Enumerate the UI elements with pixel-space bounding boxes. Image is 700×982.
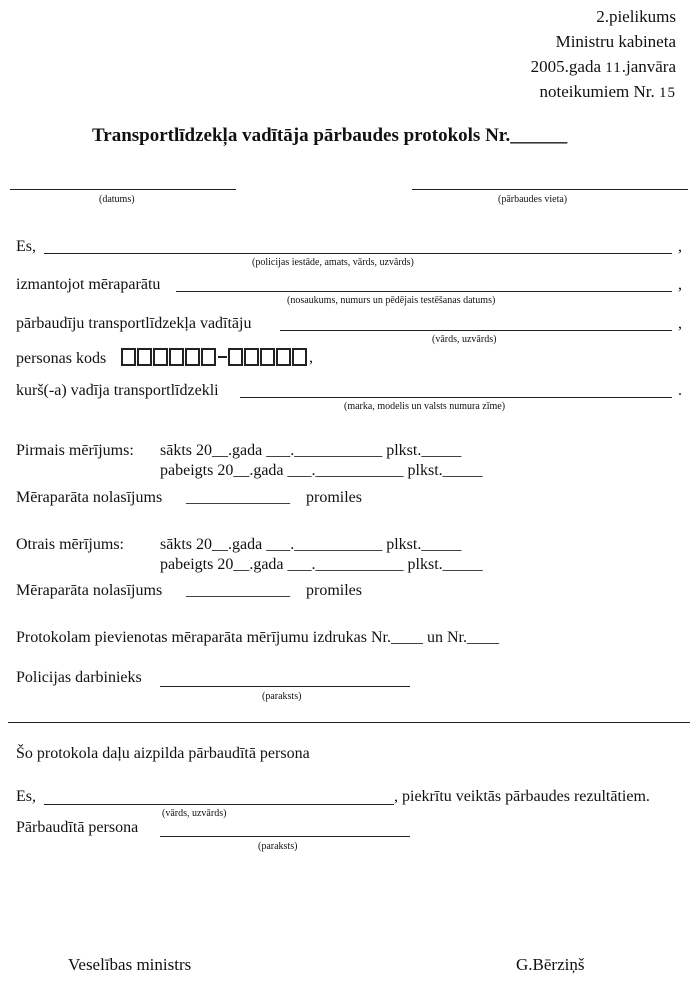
person-signature-caption: (paraksts) (258, 841, 298, 852)
page-title-text: Transportlīdzekļa vadītāja pārbaudes protokols Nr. (92, 125, 511, 146)
person-name-line (44, 804, 394, 805)
code-separator (218, 356, 227, 358)
personal-code-label: personas kods (16, 350, 107, 367)
device-comma: , (678, 276, 682, 293)
officer-signature-line (160, 686, 410, 687)
minister-title: Veselības ministrs (68, 955, 192, 974)
code-digit-box (244, 348, 259, 366)
vehicle-caption: (marka, modelis un valsts numura zīme) (344, 401, 506, 412)
code-digit-box (276, 348, 291, 366)
es-label: Es, (16, 238, 36, 255)
page-title (92, 126, 567, 145)
person-name-caption: (vārds, uzvārds) (162, 808, 227, 819)
printouts-text: Protokolam pievienotas mēraparāta mērījumu izdrukas Nr.____ un Nr.____ (16, 629, 499, 646)
vehicle-line (240, 397, 672, 398)
reading2-unit: promiles (306, 582, 362, 599)
measurement1-finished: pabeigts 20__.gada ___.___________ plkst._____ (160, 462, 483, 479)
code-digit-box (137, 348, 152, 366)
measurement2-finished: pabeigts 20__.gada ___.___________ plkst._____ (160, 556, 483, 573)
reading1-blank: _____________ (186, 489, 290, 506)
driver-caption: (vārds, uzvārds) (432, 334, 497, 345)
code-digit-box (169, 348, 184, 366)
date-line (10, 189, 236, 190)
officer-signature-caption: (paraksts) (262, 691, 302, 702)
annex-number: 2.pielikums (596, 7, 676, 26)
officer-name-caption: (policijas iestāde, amats, vārds, uzvārds) (252, 257, 414, 268)
code-comma: , (309, 349, 313, 366)
driver-comma: , (678, 315, 682, 332)
reading1-unit: promiles (306, 489, 362, 506)
device-caption: (nosaukums, numurs un pēdējais testēšanas datums) (287, 295, 496, 306)
person-signature-line (160, 836, 410, 837)
regulation-date (531, 58, 676, 76)
code-digit-box (185, 348, 200, 366)
officer-label: Policijas darbinieks (16, 669, 142, 686)
code-digit-box (153, 348, 168, 366)
code-digit-box (201, 348, 216, 366)
place-line (412, 189, 688, 190)
regulation-date-month: .janvāra (621, 57, 676, 76)
reading2-blank: _____________ (186, 582, 290, 599)
reading2-label: Mēraparāta nolasījums (16, 582, 163, 599)
issuer: Ministru kabineta (555, 32, 676, 51)
vehicle-label: kurš(-a) vadīja transportlīdzekli (16, 382, 219, 399)
minister-name: G.Bērziņš (516, 955, 585, 974)
person-es-label: Es, (16, 788, 36, 805)
measurement1-label: Pirmais mērījums: (16, 442, 134, 459)
code-digit-box (121, 348, 136, 366)
person-section-heading: Šo protokola daļu aizpilda pārbaudītā persona (16, 745, 310, 762)
driver-label: pārbaudīju transportlīdzekļa vadītāju (16, 315, 252, 332)
regulation-number-value: 15 (659, 85, 676, 101)
es-comma: , (678, 238, 682, 255)
officer-name-line (44, 253, 672, 254)
protocol-number-blank: ______ (510, 125, 568, 146)
person-signature-label: Pārbaudītā persona (16, 819, 139, 836)
date-caption: (datums) (99, 194, 135, 205)
device-label: izmantojot mēraparātu (16, 276, 161, 293)
regulation-date-day: 11 (605, 60, 622, 76)
person-agreement: , piekrītu veiktās pārbaudes rezultātiem. (394, 788, 650, 805)
regulation-number-label: noteikumiem Nr. (539, 82, 655, 101)
code-digit-box (228, 348, 243, 366)
code-digit-box (260, 348, 275, 366)
measurement2-label: Otrais mērījums: (16, 536, 124, 553)
code-digit-box (292, 348, 307, 366)
device-line (176, 291, 672, 292)
reading1-label: Mēraparāta nolasījums (16, 489, 163, 506)
driver-line (280, 330, 672, 331)
section-divider (8, 722, 690, 723)
regulation-number (540, 83, 676, 101)
regulation-date-year: 2005.gada (530, 57, 602, 76)
personal-code-boxes (121, 348, 313, 366)
measurement2-started: sākts 20__.gada ___.___________ plkst._____ (160, 536, 462, 553)
place-caption: (pārbaudes vieta) (498, 194, 568, 205)
measurement1-started: sākts 20__.gada ___.___________ plkst._____ (160, 442, 462, 459)
vehicle-period: . (678, 382, 682, 399)
